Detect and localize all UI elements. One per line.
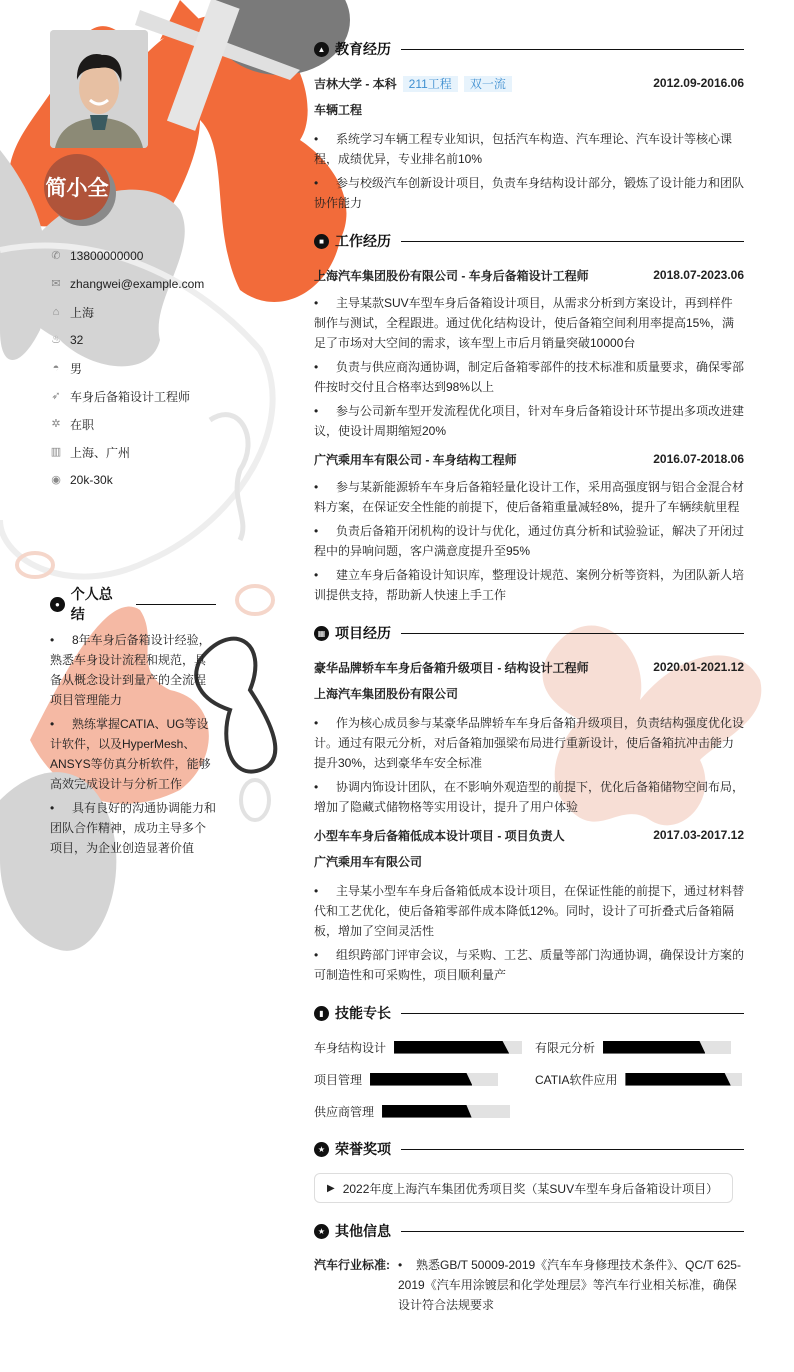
- section-header: [314, 1003, 744, 1023]
- school-name: 吉林大学 - 本科: [314, 76, 397, 91]
- projects-section: [314, 623, 744, 985]
- section-title: 工作经历: [335, 233, 391, 249]
- status-text: 在职: [70, 417, 95, 432]
- skill-item: [535, 1069, 744, 1089]
- date-range: 2016.07-2018.06: [653, 452, 744, 466]
- star-icon: ★: [314, 1224, 329, 1239]
- item-text: 系统学习车辆工程专业知识，包括汽车构造、汽车理论、汽车设计等核心课程，成绩优异，专业排名前10%: [314, 132, 733, 166]
- summary-item: • 熟练掌握CATIA、UG等设计软件，以及HyperMesh、ANSYS等仿真分析软件，能够高效完成设计与分析工作: [50, 717, 211, 791]
- city-row: [50, 298, 216, 326]
- graduation-cap-icon: ▲: [314, 42, 329, 57]
- section-header: [314, 1221, 744, 1241]
- triangle-right-icon: ▶: [327, 1182, 335, 1194]
- date-range: 2012.09-2016.06: [653, 76, 744, 90]
- briefcase-icon: ■: [314, 234, 329, 249]
- section-header: [314, 623, 744, 643]
- home-icon: ⌂: [52, 306, 60, 318]
- job-title: 上海汽车集团股份有限公司 - 车身后备箱设计工程师: [314, 268, 589, 283]
- list-item: • 系统学习车辆工程专业知识，包括汽车构造、汽车理论、汽车设计等核心课程，成绩优异，专业排名前10%: [314, 132, 733, 166]
- coin-icon: ◉: [51, 474, 61, 486]
- user-icon: ●: [50, 597, 65, 612]
- project-title: 豪华品牌轿车车身后备箱升级项目 - 结构设计工程师: [314, 660, 589, 675]
- skill-item: [314, 1069, 535, 1089]
- awards-section: [314, 1139, 744, 1203]
- item-text: 协调内饰设计团队，在不影响外观造型的前提下，优化后备箱储物空间布局，增加了隐藏式储物格等实用设计，提升了用户体验: [314, 780, 745, 814]
- divider: [401, 1149, 744, 1150]
- skill-level-bar: [370, 1073, 498, 1086]
- position-text: 车身后备箱设计工程师: [70, 389, 191, 404]
- item-text: 建立车身后备箱设计知识库，整理设计规范、案例分析等资料，为团队新人培训提供支持，帮助新人快速上手工作: [314, 568, 745, 602]
- list-item: • 参与公司新车型开发流程优化项目，针对车身后备箱设计环节提出多项改进建议，使设计周期缩短20%: [314, 404, 745, 438]
- education-header: [314, 73, 744, 93]
- item-text: 作为核心成员参与某豪华品牌轿车车身后备箱升级项目，负责结构强度优化设计。通过有限元分析，对后备箱加强梁布局进行重新设计，使后备箱抗冲击能力提升30%，达到豪华车安全标准: [314, 716, 745, 770]
- skill-item: [314, 1101, 535, 1121]
- divider: [401, 49, 744, 50]
- major: 车辆工程: [314, 103, 363, 117]
- summary-section: [50, 586, 217, 862]
- email-row: [50, 270, 216, 298]
- salary-text: 20k-30k: [70, 473, 113, 487]
- skill-level-fill: [625, 1073, 730, 1086]
- target-city-row: [50, 438, 216, 466]
- skill-item: [535, 1037, 744, 1057]
- contact-info: [50, 242, 216, 494]
- avatar-photo: [50, 30, 148, 148]
- summary-text: 具有良好的沟通协调能力和团队合作精神，成功主导多个项目，为企业创造显著价值: [50, 801, 217, 855]
- section-header: [314, 1139, 744, 1159]
- section-header: [314, 39, 744, 59]
- list-item: • 作为核心成员参与某豪华品牌轿车车身后备箱升级项目，负责结构强度优化设计。通过有限元分析，对后备箱加强梁布局进行重新设计，使后备箱抗冲击能力提升30%，达到豪华车安全标准: [314, 716, 745, 770]
- divider: [136, 604, 216, 605]
- award-icon: ★: [314, 1142, 329, 1157]
- item-text: 负责与供应商沟通协调，制定后备箱零部件的技术标准和质量要求，确保零部件按时交付且合格率达到98%以上: [314, 360, 745, 394]
- award-item[interactable]: [314, 1173, 733, 1203]
- city-text: 上海: [70, 305, 95, 320]
- list-item: • 负责与供应商沟通协调，制定后备箱零部件的技术标准和质量要求，确保零部件按时交付且合格率达到98%以上: [314, 360, 745, 394]
- skill-level-fill: [394, 1041, 509, 1054]
- item-text: 主导某小型车车身后备箱低成本设计项目，在保证性能的前提下，通过材料替代和工艺优化，使后备箱零部件成本降低12%。同时，设计了可折叠式后备箱隔板，增加了空间灵活性: [314, 884, 745, 938]
- skill-name: 车身结构设计: [314, 1040, 387, 1055]
- building-icon: ▥: [50, 446, 62, 458]
- other-text: 熟悉GB/T 50009-2019《汽车车身修理技术条件》、QC/T 625-2019《汽车用涂镀层和化学处理层》等汽车行业相关标准，确保设计符合法规要求: [398, 1258, 741, 1312]
- list-item: • 组织跨部门评审会议，与采购、工艺、质量等部门沟通协调，确保设计方案的可制造性和可采购性，项目顺利量产: [314, 948, 745, 982]
- item-text: 负责后备箱开闭机构的设计与优化，通过仿真分析和试验验证，解决了开闭过程中的异响问题，客户满意度提升至95%: [314, 524, 745, 558]
- list-item: • 协调内饰设计团队，在不影响外观造型的前提下，优化后备箱储物空间布局，增加了隐藏式储物格等实用设计，提升了用户体验: [314, 780, 745, 814]
- section-title: 个人总结: [70, 586, 113, 622]
- skill-level-bar: [625, 1073, 742, 1086]
- skill-level-bar: [394, 1041, 522, 1054]
- date-range: 2018.07-2023.06: [653, 268, 744, 282]
- section-header: [50, 586, 216, 622]
- gear-icon: ✲: [51, 418, 61, 430]
- skill-name: CATIA软件应用: [535, 1072, 618, 1087]
- send-icon: ➶: [51, 390, 61, 402]
- item-text: 主导某款SUV车型车身后备箱设计项目，从需求分析到方案设计，再到样件制作与测试，全程跟进。通过优化结构设计，使后备箱空间利用率提高15%，满足了市场对大空间的需求，该车型上市后月销量突破10000台: [314, 296, 735, 350]
- skill-name: 项目管理: [314, 1072, 363, 1087]
- main-content: [314, 39, 744, 1333]
- project-company: 广汽乘用车有限公司: [314, 855, 423, 869]
- summary-item: • 具有良好的沟通协调能力和团队合作精神，成功主导多个项目，为企业创造显著价值: [50, 801, 217, 855]
- salary-row: [50, 466, 216, 494]
- work-section: [314, 231, 744, 605]
- section-header: [314, 231, 744, 251]
- project-entry: [314, 825, 744, 985]
- list-item: • 负责后备箱开闭机构的设计与优化，通过仿真分析和试验验证，解决了开闭过程中的异响问题，客户满意度提升至95%: [314, 524, 745, 558]
- skill-item: [314, 1037, 535, 1057]
- email-text: zhangwei@example.com: [70, 277, 205, 291]
- project-title: 小型车车身后备箱低成本设计项目 - 项目负责人: [314, 828, 565, 843]
- skill-level-fill: [370, 1073, 472, 1086]
- grid-icon: ▦: [314, 626, 329, 641]
- tag-badge: 211工程: [403, 76, 458, 92]
- divider: [401, 1013, 744, 1014]
- date-range: 2020.01-2021.12: [653, 660, 744, 674]
- gender-text: 男: [70, 361, 83, 376]
- profile-sidebar: [45, 30, 216, 494]
- skill-level-fill: [603, 1041, 705, 1054]
- position-row: [50, 382, 216, 410]
- phone-row: [50, 242, 216, 270]
- divider: [401, 241, 744, 242]
- section-title: 教育经历: [335, 41, 391, 57]
- other-info: 汽车行业标准: • 熟悉GB/T 50009-2019《汽车车身修理技术条件》、QC/T 625-2019《汽车用涂镀层和化学处理层》等汽车行业相关标准，确保设计符合法规要求: [314, 1255, 744, 1315]
- list-item: • 主导某小型车车身后备箱低成本设计项目，在保证性能的前提下，通过材料替代和工艺优化，使后备箱零部件成本降低12%。同时，设计了可折叠式后备箱隔板，增加了空间灵活性: [314, 884, 745, 938]
- section-title: 技能专长: [335, 1005, 391, 1021]
- section-title: 项目经历: [335, 625, 391, 641]
- summary-text: 8年车身后备箱设计经验，熟悉车身设计流程和规范，具备从概念设计到量产的全流程项目管理能力: [50, 633, 211, 707]
- skill-level-fill: [382, 1105, 472, 1118]
- item-text: 参与校级汽车创新设计项目，负责车身结构设计部分，锻炼了设计能力和团队协作能力: [314, 176, 745, 210]
- age-text: 32: [70, 333, 84, 347]
- section-title: 其他信息: [335, 1223, 391, 1239]
- candidate-name: 简小全: [44, 154, 110, 220]
- tag-badge: 双一流: [464, 76, 512, 92]
- item-text: 组织跨部门评审会议，与采购、工艺、质量等部门沟通协调，确保设计方案的可制造性和可采购性，项目顺利量产: [314, 948, 745, 982]
- phone-icon: ✆: [51, 250, 61, 262]
- section-title: 荣誉奖项: [335, 1141, 391, 1157]
- other-section: [314, 1221, 744, 1315]
- other-label: 汽车行业标准:: [314, 1258, 390, 1272]
- skill-name: 供应商管理: [314, 1104, 375, 1119]
- job-entry: [314, 449, 744, 605]
- age-row: [50, 326, 216, 354]
- gender-row: [50, 354, 216, 382]
- item-text: 参与某新能源轿车车身后备箱轻量化设计工作，采用高强度钢与铝合金混合材料方案，在保证安全性能的前提下，使后备箱重量减轻8%，提升了车辆续航里程: [314, 480, 745, 514]
- target-city-text: 上海、广州: [70, 445, 131, 460]
- education-section: [314, 39, 744, 213]
- job-title: 广汽乘用车有限公司 - 车身结构工程师: [314, 452, 517, 467]
- mail-icon: ✉: [51, 278, 61, 290]
- list-item: • 参与校级汽车创新设计项目，负责车身结构设计部分，锻炼了设计能力和团队协作能力: [314, 176, 745, 210]
- job-entry: [314, 265, 744, 441]
- summary-item: • 8年车身后备箱设计经验，熟悉车身设计流程和规范，具备从概念设计到量产的全流程项目管理能力: [50, 633, 211, 707]
- list-item: • 参与某新能源轿车车身后备箱轻量化设计工作，采用高强度钢与铝合金混合材料方案，在保证安全性能的前提下，使后备箱重量减轻8%，提升了车辆续航里程: [314, 480, 745, 514]
- skill-level-bar: [382, 1105, 510, 1118]
- award-text: 2022年度上海汽车集团优秀项目奖（某SUV车型车身后备箱设计项目）: [342, 1181, 719, 1196]
- bar-chart-icon: ▮: [314, 1006, 329, 1021]
- person-icon: ◓: [52, 362, 60, 374]
- project-company: 上海汽车集团股份有限公司: [314, 687, 459, 701]
- summary-text: 熟练掌握CATIA、UG等设计软件，以及HyperMesh、ANSYS等仿真分析软件，能够高效完成设计与分析工作: [50, 717, 211, 791]
- phone-text: 13800000000: [70, 249, 144, 263]
- list-item: • 主导某款SUV车型车身后备箱设计项目，从需求分析到方案设计，再到样件制作与测试，全程跟进。通过优化结构设计，使后备箱空间利用率提高15%，满足了市场对大空间的需求，该车型上市后月销量突破10000台: [314, 296, 735, 350]
- skills-section: [314, 1003, 744, 1121]
- divider: [401, 1231, 744, 1232]
- cake-icon: ♨: [51, 334, 61, 346]
- date-range: 2017.03-2017.12: [653, 828, 744, 842]
- list-item: • 建立车身后备箱设计知识库，整理设计规范、案例分析等资料，为团队新人培训提供支持，帮助新人快速上手工作: [314, 568, 745, 602]
- status-row: [50, 410, 216, 438]
- project-entry: [314, 657, 744, 817]
- skill-name: 有限元分析: [535, 1040, 596, 1055]
- divider: [401, 633, 744, 634]
- skill-level-bar: [603, 1041, 731, 1054]
- item-text: 参与公司新车型开发流程优化项目，针对车身后备箱设计环节提出多项改进建议，使设计周期缩短20%: [314, 404, 745, 438]
